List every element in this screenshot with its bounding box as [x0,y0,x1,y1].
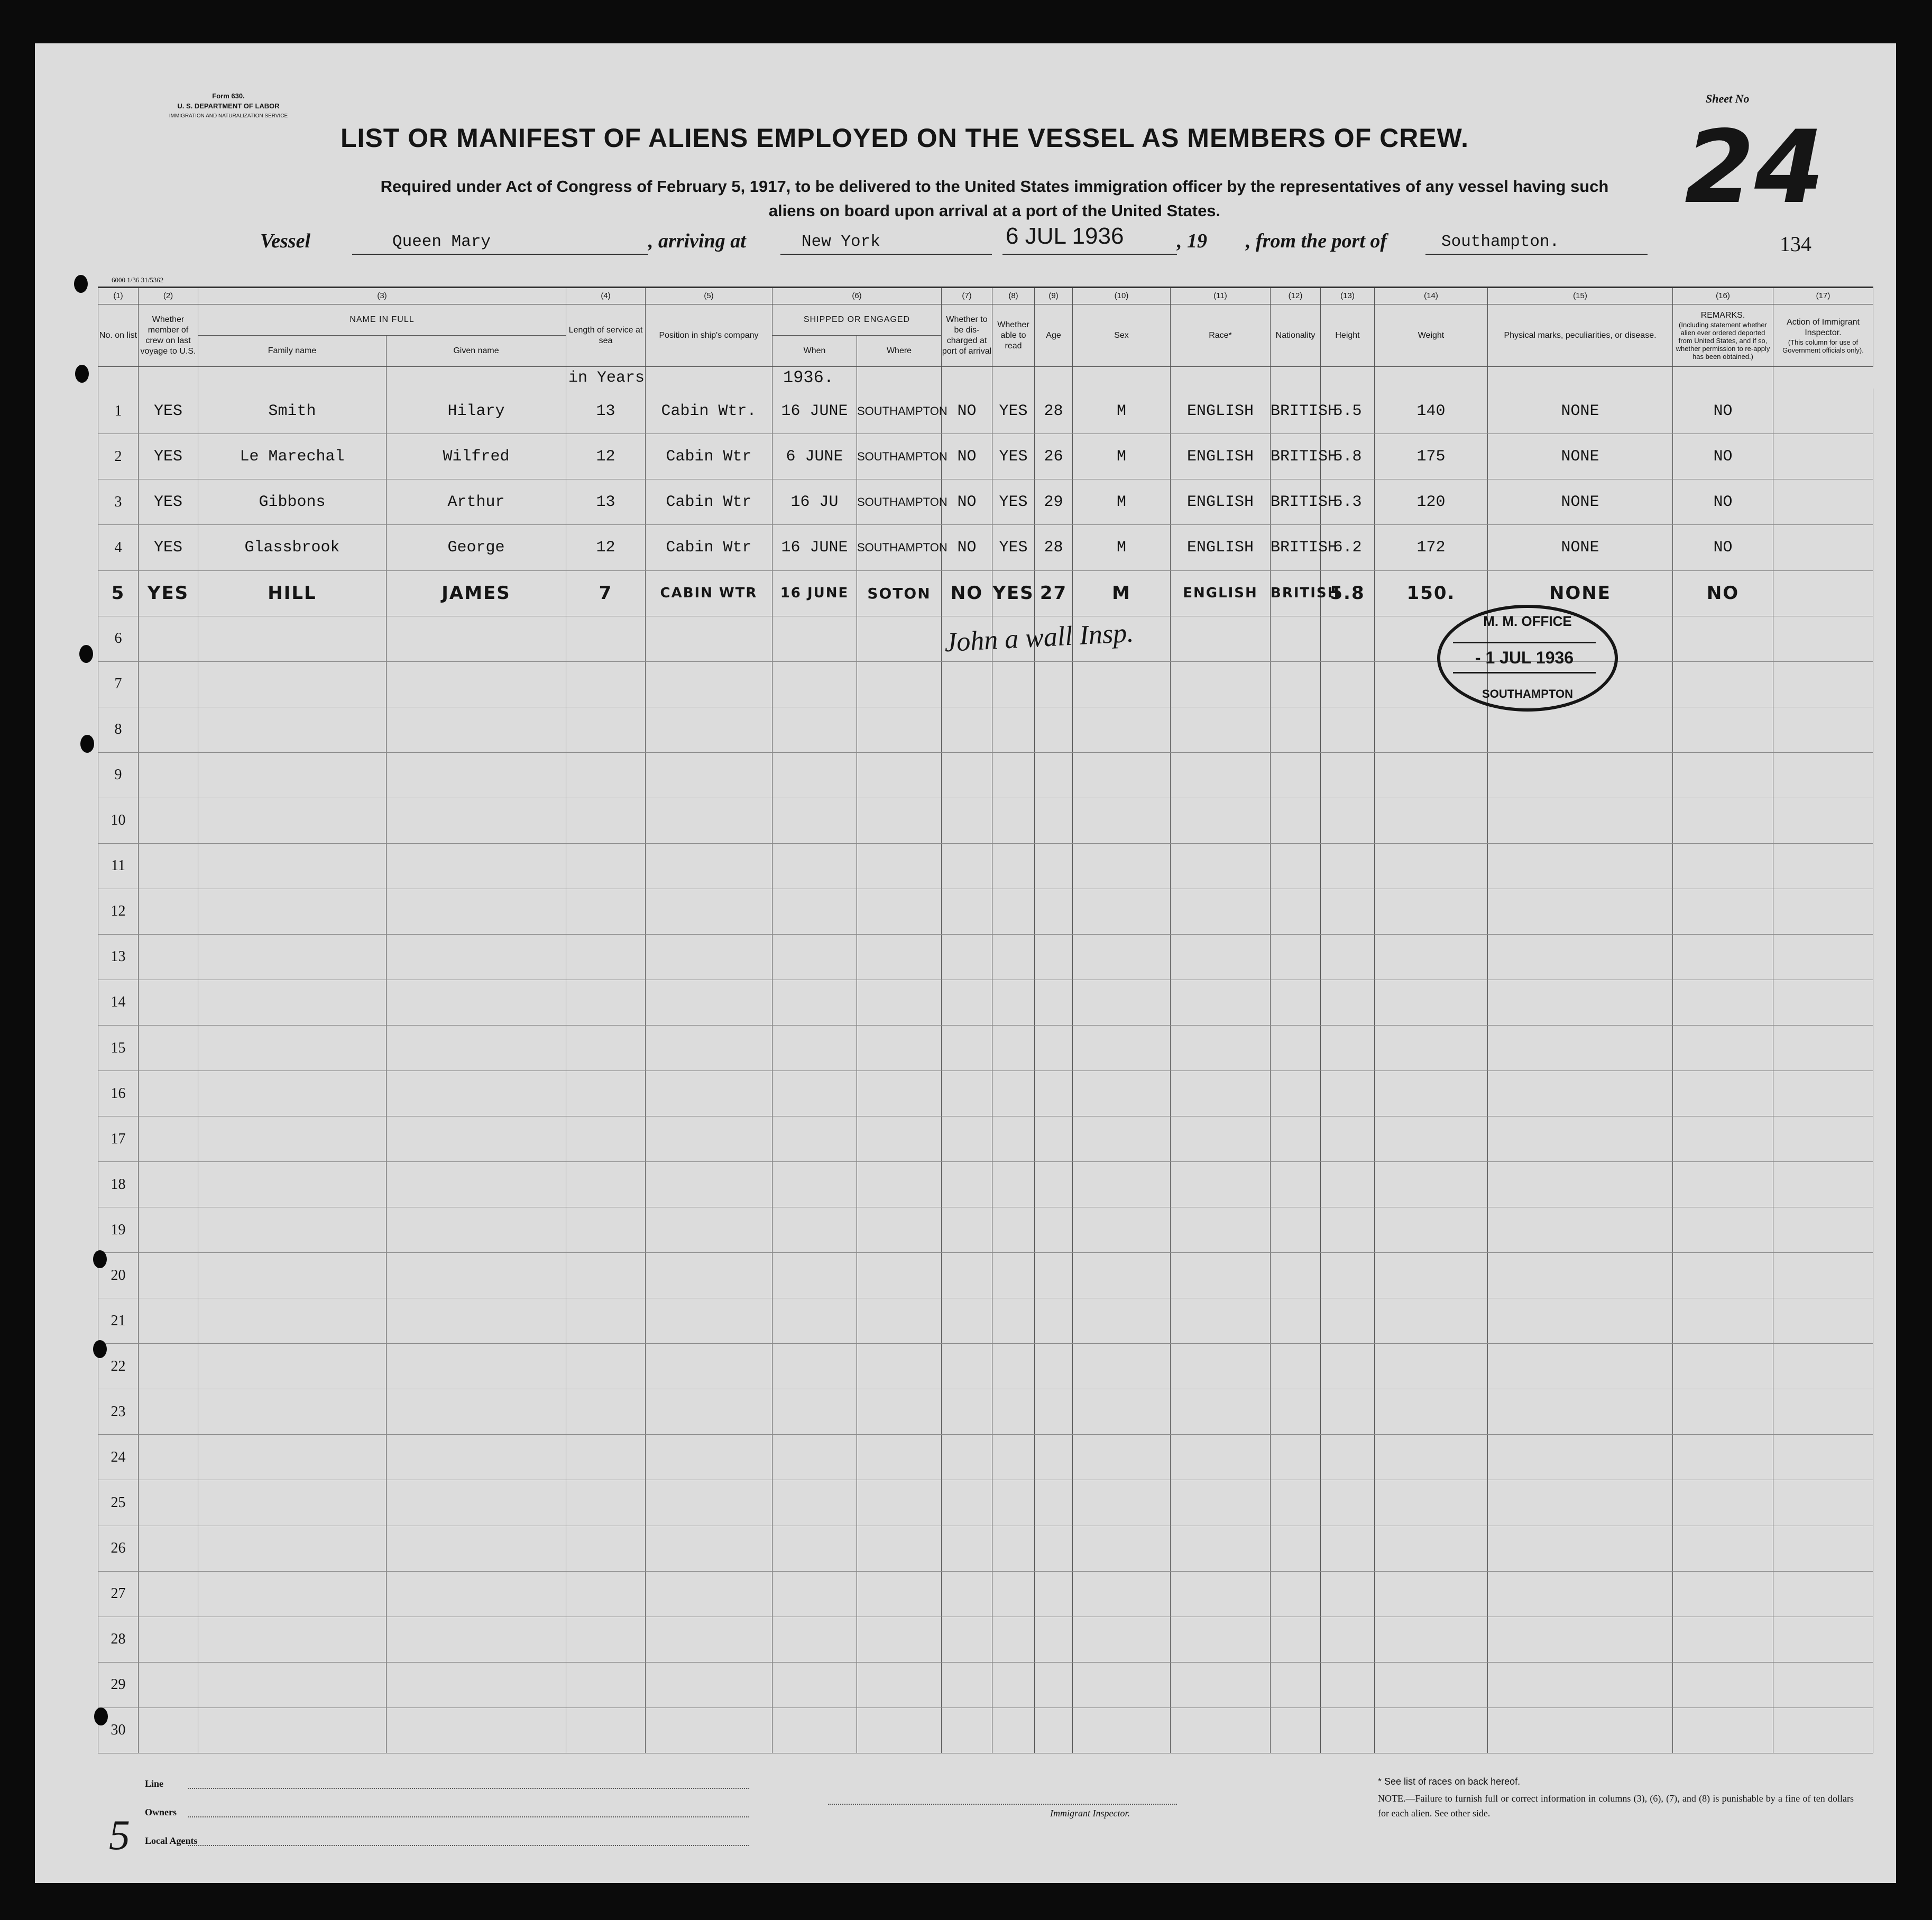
inspector-label: Immigrant Inspector. [1050,1808,1130,1819]
line-label: Line [145,1778,164,1789]
row-number: 4 [98,525,139,570]
table-row [98,934,1873,980]
row-number: 11 [98,843,139,889]
column-number: (3) [198,288,566,304]
weight-cell: 140 [1375,389,1488,433]
remarks-title: REMARKS. [1700,311,1745,320]
column-number: (14) [1375,288,1488,304]
punch-hole [93,1340,107,1358]
remarks-note: (Including statement whether alien ever ordered deported from United States, and if so, whether permission to re-apply has been obtained.) [1676,321,1770,361]
vessel-name: Queen Mary [392,233,491,251]
race-cell: ENGLISH [1171,479,1271,525]
races-note: * See list of races on back hereof. [1378,1776,1521,1787]
height-cell: 5.3 [1321,479,1375,525]
table-row [98,1526,1873,1571]
header-crew-last-voyage: Whether member of crew on last voyage to U.S. [139,304,198,367]
service-cell: 12 [566,525,646,570]
margin-mark: 5 [109,1812,130,1859]
row-number: 1 [98,389,139,433]
column-number: (1) [98,288,139,304]
service-cell: 13 [566,389,646,433]
column-number-row [98,288,1873,304]
print-code: 6000 1/36 31/5362 [112,276,164,284]
row-number: 6 [98,616,139,661]
page-number: 134 [1780,232,1811,256]
punch-hole [74,275,88,293]
header-discharged: Whether to be dis-charged at port of arrival [942,304,992,367]
column-number: (17) [1773,288,1873,304]
family-name-cell: Glassbrook [198,525,387,570]
header-row [98,304,1873,336]
table-row [98,570,1873,616]
local-agents-field [188,1845,749,1846]
table-row [98,1435,1873,1480]
nationality-cell: BRITISH [1271,525,1321,570]
row-number: 26 [98,1526,139,1571]
header-age: Age [1035,304,1073,367]
read-cell: YES [992,479,1035,525]
row-number: 13 [98,934,139,980]
row-number: 22 [98,1344,139,1389]
where-cell: SOTON [857,570,942,616]
table-row [98,1026,1873,1071]
crew-cell: YES [139,525,198,570]
nationality-cell: BRITISH [1271,479,1321,525]
row-number: 24 [98,1435,139,1480]
race-cell: ENGLISH [1171,434,1271,479]
column-number: (9) [1035,288,1073,304]
crew-cell: YES [139,570,198,616]
action-title: Action of Immigrant Inspector. [1787,317,1860,337]
marks-cell: NONE [1488,479,1673,525]
action-cell [1773,389,1873,433]
arrival-port: New York [802,233,880,251]
punch-hole [94,1707,108,1725]
family-name-cell: Smith [198,389,387,433]
row-number: 23 [98,1389,139,1435]
inspector-signature: John a wall Insp. [943,617,1135,658]
column-number: (10) [1073,288,1171,304]
header-shipped-or-engaged: SHIPPED OR ENGAGED [772,304,942,336]
row-number: 21 [98,1298,139,1344]
table-row [98,525,1873,570]
when-cell: 16 JU [772,479,857,525]
where-cell: SOUTHAMPTON [857,525,942,570]
sex-cell: M [1073,479,1171,525]
column-number: (8) [992,288,1035,304]
header-action-of-inspector [1773,304,1873,367]
column-number: (12) [1271,288,1321,304]
position-cell: Cabin Wtr [646,434,772,479]
sheet-number-label: Sheet No [1706,92,1750,105]
row-number: 2 [98,434,139,479]
height-cell: 5.8 [1321,434,1375,479]
read-cell: YES [992,570,1035,616]
where-cell: SOUTHAMPTON [857,479,942,525]
header-length-of-service: Length of service at sea [566,304,646,367]
year-label: , 19 [1177,230,1207,252]
position-cell: Cabin Wtr [646,479,772,525]
penalty-note: NOTE.—Failure to furnish full or correct information in columns (3), (6), (7), and (8) is punishable by a fine of ten dollars for each alien. See other side. [1378,1793,1854,1819]
remarks-cell: NO [1673,479,1773,525]
table-row [98,1207,1873,1253]
weight-cell: 172 [1375,525,1488,570]
sex-cell: M [1073,434,1171,479]
weight-cell: 175 [1375,434,1488,479]
table-row [98,434,1873,479]
stamp-date: - 1 JUL 1936 [1453,642,1596,673]
action-cell [1773,525,1873,570]
form-header [133,91,324,121]
column-number: (15) [1488,288,1673,304]
punch-hole [79,645,93,663]
header-nationality: Nationality [1271,304,1321,367]
crew-cell: YES [139,389,198,433]
row-number: 3 [98,479,139,525]
when-cell: 16 JUNE [772,525,857,570]
owners-label: Owners [145,1807,177,1817]
header-able-to-read: Whether able to read [992,304,1035,367]
row-number: 14 [98,980,139,1025]
table-row [98,1571,1873,1617]
header-sex: Sex [1073,304,1171,367]
sex-cell: M [1073,570,1171,616]
port-underline [780,254,992,255]
row-number: 12 [98,889,139,934]
row-number: 15 [98,1026,139,1071]
unit-row [98,367,1873,389]
header-physical-marks: Physical marks, peculiarities, or disease. [1488,304,1673,367]
department-name: U. S. DEPARTMENT OF LABOR [177,102,280,110]
table-row [98,1662,1873,1707]
given-name-cell: Hilary [387,389,566,433]
column-number: (16) [1673,288,1773,304]
discharged-cell: NO [942,389,992,433]
date-underline [1002,254,1177,255]
header-no-on-list: No. on list [98,304,139,367]
row-number: 29 [98,1662,139,1707]
table-row [98,1116,1873,1162]
table-row [98,707,1873,752]
header-where: Where [857,336,942,367]
position-cell: CABIN WTR [646,570,772,616]
row-number: 20 [98,1253,139,1298]
age-cell: 27 [1035,570,1073,616]
year-note: 1936. [772,367,857,389]
departure-underline [1425,254,1648,255]
row-number: 27 [98,1571,139,1617]
row-number: 5 [98,570,139,616]
table-row [98,1071,1873,1116]
position-cell: Cabin Wtr [646,525,772,570]
stamp-top-text: M. M. OFFICE [1483,613,1572,629]
form-number: Form 630. [212,92,245,100]
row-number: 9 [98,752,139,798]
service-cell: 13 [566,479,646,525]
discharged-cell: NO [942,434,992,479]
race-cell: ENGLISH [1171,389,1271,433]
header-family-name: Family name [198,336,387,367]
stamp-bottom-text: SOUTHAMPTON [1482,687,1573,700]
table-row [98,1344,1873,1389]
inspector-signature-line [828,1804,1177,1805]
position-cell: Cabin Wtr. [646,389,772,433]
table-row [98,843,1873,889]
race-cell: ENGLISH [1171,570,1271,616]
row-number: 8 [98,707,139,752]
table-row [98,752,1873,798]
nationality-cell: BRITISH [1271,389,1321,433]
table-row [98,479,1873,525]
row-number: 18 [98,1162,139,1207]
punch-hole [75,365,89,383]
marks-cell: NONE [1488,570,1673,616]
remarks-cell: NO [1673,570,1773,616]
row-number: 10 [98,798,139,843]
punch-hole [80,735,94,753]
service-cell: 7 [566,570,646,616]
column-number: (5) [646,288,772,304]
header-when: When [772,336,857,367]
age-cell: 26 [1035,434,1073,479]
read-cell: YES [992,389,1035,433]
nationality-cell: BRITISH [1271,434,1321,479]
weight-cell: 150. [1375,570,1488,616]
table-row [98,889,1873,934]
subtitle-line-1: Required under Act of Congress of February 5, 1917, to be delivered to the United States immigration officer by the representatives of any vessel having such [380,177,1609,196]
row-number: 17 [98,1116,139,1162]
action-cell [1773,434,1873,479]
length-unit: in Years [566,367,646,389]
remarks-cell: NO [1673,434,1773,479]
manifest-sheet [35,43,1896,1883]
from-port-label: , from the port of [1246,230,1387,252]
table-row [98,1617,1873,1662]
arrival-date-stamp: 6 JUL 1936 [1006,223,1124,249]
sex-cell: M [1073,525,1171,570]
given-name-cell: JAMES [387,570,566,616]
page-title: LIST OR MANIFEST OF ALIENS EMPLOYED ON THE VESSEL AS MEMBERS OF CREW. [341,123,1469,153]
sheet-number-value: 24 [1685,109,1825,226]
punch-hole [93,1250,107,1268]
row-number: 28 [98,1617,139,1662]
row-number: 7 [98,661,139,707]
given-name-cell: George [387,525,566,570]
subtitle-line-2: aliens on board upon arrival at a port of the United States. [768,201,1221,220]
page-subtitle [236,174,1753,223]
service-name: IMMIGRATION AND NATURALIZATION SERVICE [169,113,288,119]
where-cell: SOUTHAMPTON [857,389,942,433]
column-number: (7) [942,288,992,304]
height-cell: 5.5 [1321,389,1375,433]
table-row [98,1298,1873,1344]
table-row [98,389,1873,433]
table-row [98,1480,1873,1526]
departure-port: Southampton. [1441,233,1560,251]
column-number: (2) [139,288,198,304]
discharged-cell: NO [942,525,992,570]
action-cell [1773,479,1873,525]
header-name-in-full: NAME IN FULL [198,304,566,336]
when-cell: 6 JUNE [772,434,857,479]
row-number: 30 [98,1707,139,1753]
table-row [98,1389,1873,1435]
age-cell: 28 [1035,525,1073,570]
local-agents-label: Local Agents [145,1835,198,1846]
table-row [98,1707,1873,1753]
action-cell [1773,570,1873,616]
column-number: (6) [772,288,942,304]
action-note: (This column for use of Government officials only). [1782,338,1864,354]
office-stamp [1437,605,1618,712]
marks-cell: NONE [1488,389,1673,433]
where-cell: SOUTHAMPTON [857,434,942,479]
given-name-cell: Wilfred [387,434,566,479]
crew-cell: YES [139,434,198,479]
line-field [188,1788,749,1789]
family-name-cell: HILL [198,570,387,616]
sex-cell: M [1073,389,1171,433]
age-cell: 28 [1035,389,1073,433]
header-given-name: Given name [387,336,566,367]
when-cell: 16 JUNE [772,570,857,616]
table-row [98,1162,1873,1207]
nationality-cell: BRITISH [1271,570,1321,616]
table-row [98,980,1873,1025]
header-remarks [1673,304,1773,367]
discharged-cell: NO [942,570,992,616]
weight-cell: 120 [1375,479,1488,525]
table-row [98,1253,1873,1298]
marks-cell: NONE [1488,434,1673,479]
age-cell: 29 [1035,479,1073,525]
column-number: (13) [1321,288,1375,304]
arriving-label: , arriving at [648,230,746,252]
header-height: Height [1321,304,1375,367]
column-number: (4) [566,288,646,304]
service-cell: 12 [566,434,646,479]
read-cell: YES [992,434,1035,479]
header-position: Position in ship's company [646,304,772,367]
family-name-cell: Le Marechal [198,434,387,479]
race-cell: ENGLISH [1171,525,1271,570]
column-number: (11) [1171,288,1271,304]
header-weight: Weight [1375,304,1488,367]
crew-manifest-table [98,287,1873,1753]
remarks-cell: NO [1673,389,1773,433]
row-number: 16 [98,1071,139,1116]
height-cell: 5.8 [1321,570,1375,616]
header-race: Race* [1171,304,1271,367]
remarks-cell: NO [1673,525,1773,570]
read-cell: YES [992,525,1035,570]
vessel-label: Vessel [260,230,310,252]
family-name-cell: Gibbons [198,479,387,525]
row-number: 19 [98,1207,139,1253]
crew-cell: YES [139,479,198,525]
height-cell: 6.2 [1321,525,1375,570]
owners-field [188,1816,749,1817]
when-cell: 16 JUNE [772,389,857,433]
discharged-cell: NO [942,479,992,525]
marks-cell: NONE [1488,525,1673,570]
vessel-underline [352,254,648,255]
given-name-cell: Arthur [387,479,566,525]
row-number: 25 [98,1480,139,1526]
table-row [98,798,1873,843]
